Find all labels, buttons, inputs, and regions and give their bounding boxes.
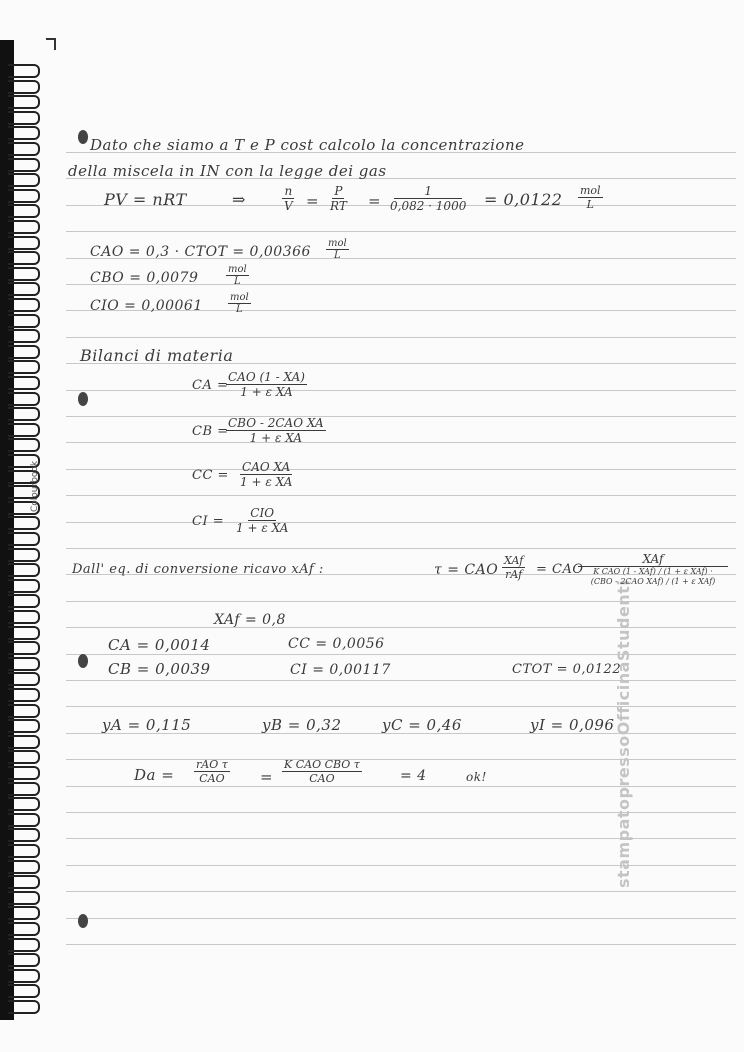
fraction-numerator: K CAO CBO τ [284,758,360,771]
fraction-denominator: 1 + ε XA [236,521,289,535]
xaf-value: XAf = 0,8 [214,612,286,628]
conversion-fraction-x-r [502,554,525,581]
ca-fraction [226,370,307,399]
da-fraction-1 [194,758,230,785]
fraction-denominator: rAf [505,568,523,581]
conversion-big-fraction [580,552,726,587]
spiral-ring [8,922,40,936]
da-ok-note: ok! [466,770,487,784]
ci-label: CI = [192,514,225,529]
ruled-line [66,231,736,232]
fraction-denominator: CAO [309,772,335,785]
spiral-ring [8,719,40,733]
gas-law-result: = 0,0122 [484,190,563,209]
spiral-ring [8,610,40,624]
gas-law-equals: = [368,192,382,210]
ruled-line [66,548,736,549]
fraction-numerator: n [284,184,293,198]
ruled-line [66,680,736,681]
spiral-ring [8,860,40,874]
spiral-ring [8,626,40,640]
fraction-numerator: rAO τ [196,758,228,771]
spiral-ring [8,657,40,671]
spiral-ring [8,984,40,998]
spiral-ring [8,298,40,312]
spiral-ring [8,906,40,920]
spiral-ring [8,563,40,577]
unit-numerator: mol [228,264,247,275]
fraction-denominator: 0,082 · 1000 [390,199,467,213]
spiral-ring [8,376,40,390]
fraction-denominator: 1 + ε XA [240,385,293,399]
spiral-ring [8,750,40,764]
intro-line-2: della miscela in IN con la legge dei gas [68,162,387,180]
fraction-numerator: CAO (1 - XA) [228,370,305,384]
unit-denominator: L [586,198,594,211]
spiral-ring [8,220,40,234]
spiral-ring [8,236,40,250]
fraction-numerator: CBO - 2CAO XA [228,416,324,430]
cc-label: CC = [192,468,229,483]
da-result: = 4 [400,768,427,784]
unit-numerator: mol [328,238,347,249]
ruled-line [66,390,736,391]
cb-result: CB = 0,0039 [108,660,211,678]
unit-denominator: L [234,276,241,287]
fraction-numerator: 1 [394,184,462,199]
ruled-line [66,442,736,443]
spiral-ring [8,251,40,265]
spiral-ring [8,126,40,140]
yb-value: yB = 0,32 [262,716,342,734]
fraction-denominator: K CAO (1 - XAf) / (1 + ε XAf) · (CBO - 2CAO XAf) / (1 + ε XAf) [590,567,716,586]
ca-label: CA = [192,378,229,393]
fraction-numerator: XAf [504,554,524,567]
spiral-ring [8,782,40,796]
spiral-ring [8,345,40,359]
fraction-denominator: RT [330,199,347,213]
page-corner-mark [46,38,56,50]
cao-line: CAO = 0,3 · CTOT = 0,00366 [90,244,311,260]
spiral-ring [8,282,40,296]
spiral-ring [8,844,40,858]
ci-fraction [234,506,290,535]
spiral-ring [8,797,40,811]
cc-result: CC = 0,0056 [288,636,385,652]
fraction-denominator: CAO [199,772,225,785]
watermark: stampatopressoOfficinaStudenti [614,579,633,888]
spiral-ring [8,891,40,905]
gas-law-unit [578,184,603,211]
intro-line-1: Dato che siamo a T e P cost calcolo la concentrazione [90,136,525,154]
gas-law-lhs: PV = nRT [104,190,187,209]
spiral-ring [8,548,40,562]
spiral-ring [8,704,40,718]
spiral-ring [8,438,40,452]
unit-denominator: L [334,250,341,261]
cb-label: CB = [192,424,229,439]
spiral-ring [8,938,40,952]
spiral-ring [8,969,40,983]
ruled-line [66,469,736,470]
spiral-ring [8,594,40,608]
gas-law-fraction-value [388,184,468,213]
spiral-ring [8,111,40,125]
gas-law-fraction-p-rt [328,184,349,213]
fraction-numerator: XAf [578,552,728,567]
ruled-line [66,865,736,866]
ruled-line [66,944,736,945]
balances-heading: Bilanci di materia [80,346,234,365]
ruled-line [66,522,736,523]
cc-fraction [238,460,294,489]
spiral-ring [8,329,40,343]
conversion-text: Dall' eq. di conversione ricavo xAf : [72,562,324,577]
ctot-result: CTOT = 0,0122 [512,662,622,677]
ruled-line [66,627,736,628]
punch-hole [78,914,88,928]
unit-numerator: mol [580,184,601,197]
spiral-ring [8,142,40,156]
spiral-ring [8,95,40,109]
spiral-ring [8,828,40,842]
ruled-line [66,918,736,919]
brand-label: Colourbook [30,460,40,512]
spiral-ring [8,80,40,94]
ruled-line [66,495,736,496]
ruled-line [66,812,736,813]
fraction-denominator: 1 + ε XA [240,475,293,489]
ruled-line [66,337,736,338]
cbo-line: CBO = 0,0079 [90,270,199,286]
spiral-ring [8,64,40,78]
cb-fraction [226,416,326,445]
gas-law-fraction-n-v [282,184,295,213]
spiral-ring [8,672,40,686]
spiral-ring [8,532,40,546]
da-equals: = [260,768,274,786]
punch-hole [78,130,88,144]
spiral-ring [8,407,40,421]
ya-value: yA = 0,115 [102,716,192,734]
fraction-numerator: CIO [250,506,275,520]
fraction-numerator: P [334,184,343,198]
spiral-ring [8,875,40,889]
fraction-denominator: V [284,199,293,213]
spiral-ring [8,735,40,749]
ruled-line [66,706,736,707]
spiral-ring [8,423,40,437]
spiral-ring [8,173,40,187]
spiral-ring [8,360,40,374]
spiral-ring [8,314,40,328]
conversion-equals: = CAO [536,562,584,577]
spiral-ring [8,813,40,827]
spiral-ring [8,953,40,967]
fraction-denominator: 1 + ε XA [249,431,303,445]
ruled-line [66,601,736,602]
spiral-ring [8,392,40,406]
gas-law-equals: = [306,192,320,210]
cio-line: CIO = 0,00061 [90,298,203,314]
yc-value: yC = 0,46 [382,716,462,734]
ruled-line [66,416,736,417]
spiral-ring [8,1000,40,1014]
ca-result: CA = 0,0014 [108,636,211,654]
cio-unit [228,292,251,315]
fraction-numerator: CAO XA [242,460,291,474]
punch-hole [78,392,88,406]
da-fraction-2 [282,758,362,785]
gas-law-arrow: ⇒ [232,190,246,209]
spiral-ring [8,766,40,780]
ruled-line [66,891,736,892]
spiral-ring [8,516,40,530]
spiral-ring [8,204,40,218]
yi-value: yI = 0,096 [530,716,615,734]
ruled-line [66,786,736,787]
ruled-line [66,759,736,760]
spiral-ring [8,158,40,172]
punch-hole [78,654,88,668]
da-label: Da = [134,766,175,784]
spiral-ring [8,189,40,203]
ci-result: CI = 0,00117 [290,662,391,678]
spiral-ring [8,641,40,655]
spiral-ring [8,688,40,702]
ruled-line [66,654,736,655]
cbo-unit [226,264,249,287]
spiral-ring [8,267,40,281]
cao-unit [326,238,349,261]
conversion-tau: τ = CAO [434,562,499,578]
ruled-line [66,838,736,839]
unit-denominator: L [236,304,243,315]
spiral-ring [8,579,40,593]
unit-numerator: mol [230,292,249,303]
